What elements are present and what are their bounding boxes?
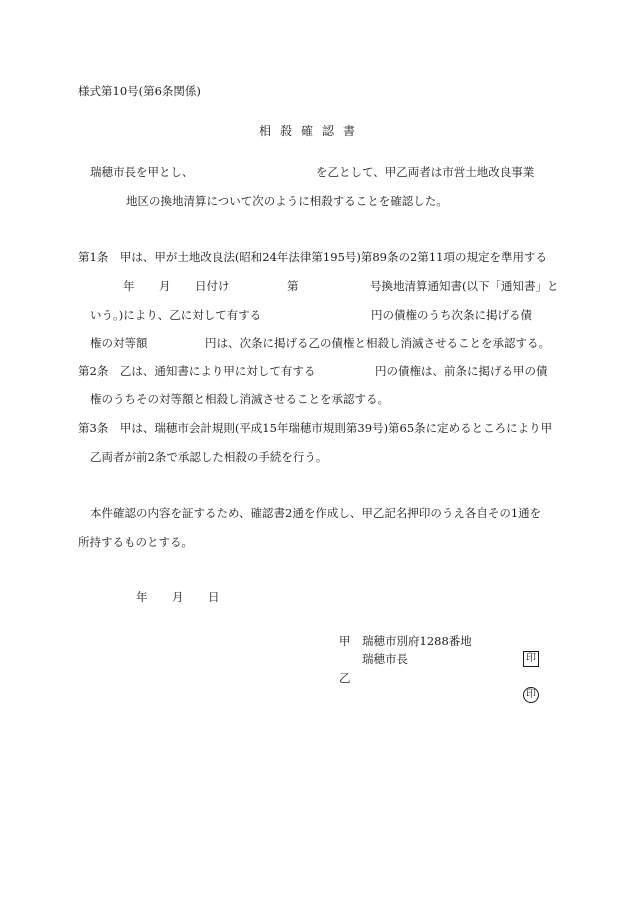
closing-line2: 所持するものとする。 xyxy=(78,535,193,549)
party-b-label: 乙 xyxy=(339,671,351,685)
article1-line3-b: 円の債権のうち次条に掲げる債 xyxy=(371,308,532,322)
article1-line1: 第1条 甲は、甲が土地改良法(昭和24年法律第195号)第89条の2第11項の規定を準用する xyxy=(78,250,547,264)
closing-line1: 本件確認の内容を証するため、確認書2通を作成し、甲乙記名押印のうえ各自その1通を xyxy=(90,506,542,520)
article1-line2-rest: 号換地清算通知書(以下「通知書」と xyxy=(370,279,559,293)
party-a-seal: 印 xyxy=(523,651,539,667)
date-year: 年 xyxy=(136,590,148,604)
intro-line1-a: 瑞穂市長を甲とし、 xyxy=(90,165,194,179)
article3-line1: 第3条 甲は、瑞穂市会計規則(平成15年瑞穂市規則第39号)第65条に定めるところにより甲 xyxy=(78,421,553,435)
article2-line1-a: 第2条 乙は、通知書により甲に対して有する xyxy=(78,364,316,378)
intro-line2: 地区の換地清算について次のように相殺することを確認した。 xyxy=(126,194,448,208)
article1-line4-a: 権の対等額 xyxy=(90,336,148,350)
article2-line2: 権のうちその対等額と相殺し消滅させることを承認する。 xyxy=(90,392,389,406)
article1-month: 月 xyxy=(159,279,171,293)
party-a-address: 瑞穂市別府1288番地 xyxy=(362,634,472,648)
party-b-seal: 印 xyxy=(523,687,539,703)
article1-day: 日付け xyxy=(195,279,230,293)
article3-line2: 乙両者が前2条で承認した相殺の手続を行う。 xyxy=(90,450,328,464)
article1-line3-a: いう。)により、乙に対して有する xyxy=(90,308,262,322)
document-title: 相殺確認書 xyxy=(259,124,365,138)
form-number: 様式第10号(第6条関係) xyxy=(78,84,201,98)
article1-year: 年 xyxy=(123,279,135,293)
party-a-label: 甲 xyxy=(339,634,351,648)
date-month: 月 xyxy=(172,590,184,604)
article2-line1-b: 円の債権は、前条に掲げる甲の債 xyxy=(375,364,548,378)
article1-number-label: 第 xyxy=(287,279,299,293)
article1-line4-b: 円は、次条に掲げる乙の債権と相殺し消滅させることを承認する。 xyxy=(205,336,550,350)
intro-line1-b: を乙として、甲乙両者は市営土地改良事業 xyxy=(316,165,535,179)
party-a-name: 瑞穂市長 xyxy=(362,652,408,666)
date-day: 日 xyxy=(208,590,220,604)
